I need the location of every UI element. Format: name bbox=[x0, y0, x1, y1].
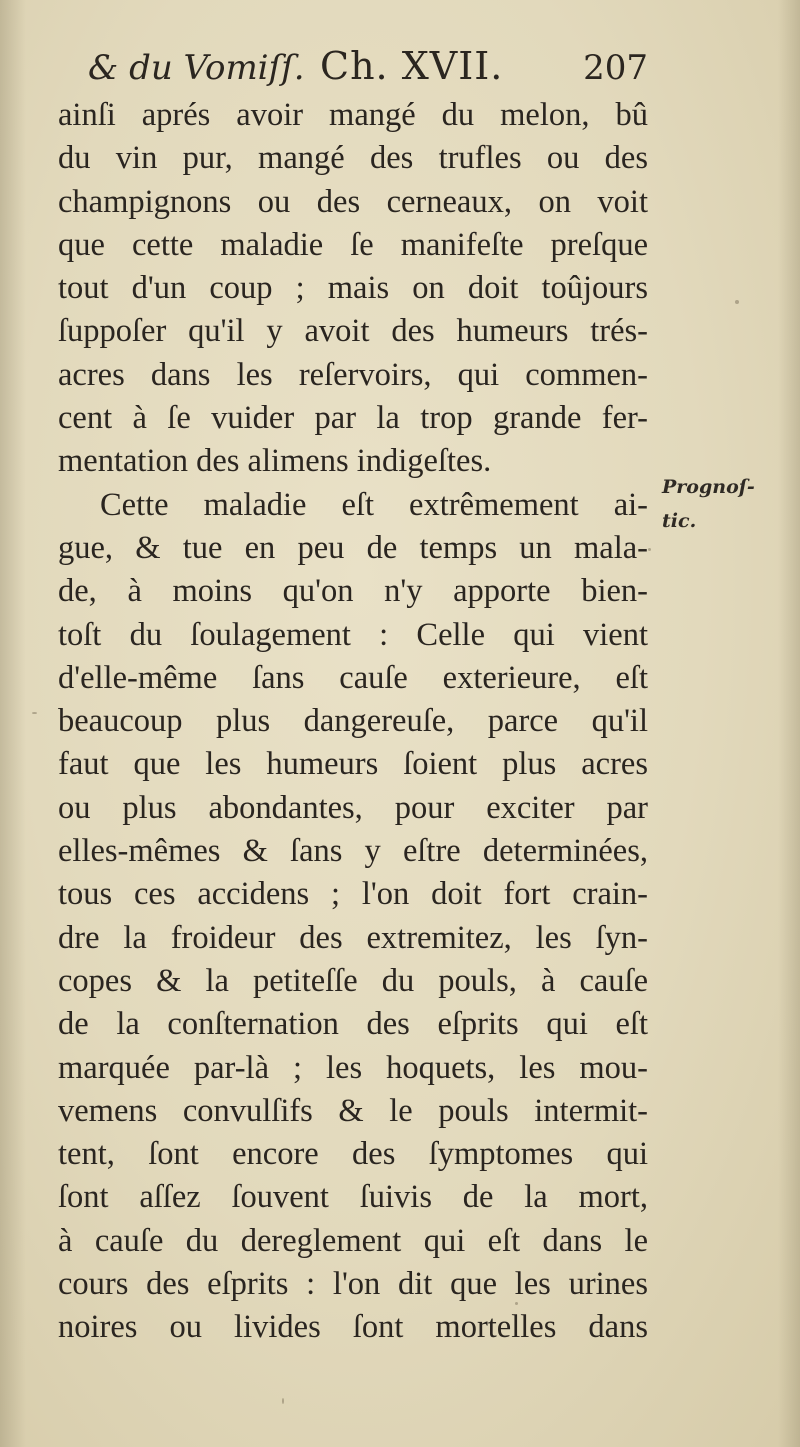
text-line: gue, & tue en peu de temps un mala- bbox=[58, 529, 648, 566]
paper-speck bbox=[515, 1302, 518, 1305]
text-line: du vin pur, mangé des trufles ou des bbox=[58, 140, 648, 177]
text-line: vemens convulſifs & le pouls intermit- bbox=[58, 1092, 648, 1129]
text-line: cent à ſe vuider par la trop grande fer- bbox=[58, 400, 648, 437]
text-line: ſuppoſer qu'il y avoit des humeurs trés- bbox=[58, 313, 648, 350]
text-line: à cauſe du dereglement qui eſt dans le bbox=[58, 1222, 648, 1259]
text-line: de, à moins qu'on n'y apporte bien- bbox=[58, 573, 648, 610]
text-line: de la conſternation des eſprits qui eſt bbox=[58, 1006, 648, 1043]
text-line: marquée par-là ; les hoquets, les mou- bbox=[58, 1049, 648, 1086]
paragraph-end-line: mentation des alimens indigeſtes. bbox=[58, 443, 492, 480]
paper-speck bbox=[282, 1398, 284, 1404]
margin-note-line: Prognoſ- bbox=[662, 476, 755, 498]
text-line: champignons ou des cerneaux, on voit bbox=[58, 183, 648, 220]
text-line: dre la froideur des extremitez, les ſyn- bbox=[58, 919, 648, 956]
paragraph-start-line: Cette maladie eſt extrêmement ai- bbox=[100, 486, 648, 523]
margin-note bbox=[662, 470, 782, 538]
text-line: que cette maladie ſe manifeſte preſque bbox=[58, 226, 648, 263]
text-line: faut que les humeurs ſoient plus acres bbox=[58, 746, 648, 783]
text-line: acres dans les reſervoirs, qui commen- bbox=[58, 356, 648, 393]
text-line: tous ces accidens ; l'on doit fort crain- bbox=[58, 876, 648, 913]
text-line: toſt du ſoulagement : Celle qui vient bbox=[58, 616, 648, 653]
text-line: ainſi aprés avoir mangé du melon, bû bbox=[58, 97, 648, 133]
text-line: noires ou livides ſont mortelles dans bbox=[58, 1309, 648, 1346]
paper-speck bbox=[32, 712, 37, 714]
page-header bbox=[88, 40, 648, 94]
text-line: cours des eſprits : l'on dit que les urines bbox=[58, 1266, 648, 1303]
text-line: beaucoup plus dangereuſe, parce qu'il bbox=[58, 703, 648, 740]
running-title: & du Vomiſſ. bbox=[88, 48, 305, 88]
page-right-shadow bbox=[778, 0, 800, 1447]
text-line: d'elle-même ſans cauſe exterieure, eſt bbox=[58, 659, 648, 696]
paper-speck bbox=[648, 548, 651, 551]
text-line: tent, ſont encore des ſymptomes qui bbox=[58, 1136, 648, 1173]
page-number: 207 bbox=[583, 48, 648, 88]
text-line: ou plus abondantes, pour exciter par bbox=[58, 789, 648, 826]
text-line: ſont aſſez ſouvent ſuivis de la mort, bbox=[58, 1179, 648, 1216]
text-line: copes & la petiteſſe du pouls, à cauſe bbox=[58, 962, 648, 999]
chapter-label: Ch. XVII. bbox=[320, 44, 504, 88]
page-left-shadow bbox=[0, 0, 26, 1447]
text-line: elles-mêmes & ſans y eſtre determinées, bbox=[58, 833, 648, 870]
body-text bbox=[58, 94, 648, 1350]
paper-speck bbox=[735, 300, 739, 304]
margin-note-line: tic. bbox=[662, 510, 697, 532]
text-line: tout d'un coup ; mais on doit toûjours bbox=[58, 270, 648, 307]
